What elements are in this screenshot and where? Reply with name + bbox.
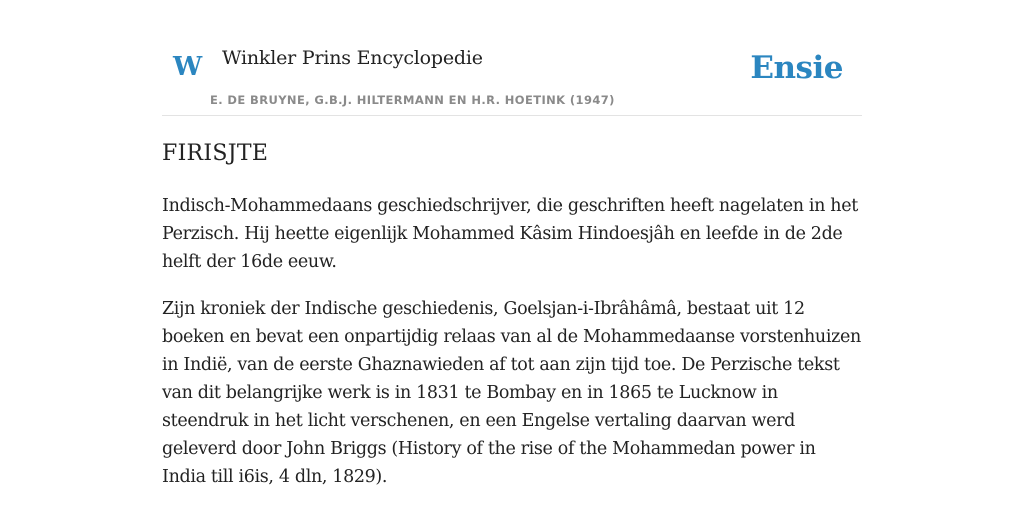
entry-title: FIRISJTE	[162, 141, 269, 166]
entry-paragraph: Zijn kroniek der Indische geschiedenis, Goelsjan-i-Ibrâhâmâ, bestaat uit 12 boeken en bevat een onpartijdig relaas van al de Mohammedaanse vorstenhuizen in Indië, van de eerste Ghaznawieden af tot aan zijn tijd toe. De Perzische tekst van dit belangrijke werk is in 1831 te Bombay en in 1865 te Lucknow in steendruk in het licht verschenen, en een Engelse vertaling daarvan werd geleverd door John Briggs (History of the rise of the Mohammedan power in India till i6is, 4 dln, 1829).	[162, 299, 861, 487]
ensie-logo[interactable]: Ensie	[750, 50, 843, 86]
entry-content	[162, 192, 862, 510]
source-title[interactable]: Winkler Prins Encyclopedie	[222, 47, 483, 69]
source-authors: E. DE BRUYNE, G.B.J. HILTERMANN EN H.R. HOETINK (1947)	[210, 93, 615, 107]
source-header	[162, 40, 862, 116]
entry-paragraph: Indisch-Mohammedaans geschiedschrijver, die geschriften heeft nagelaten in het Perzisch. Hij heette eigenlijk Mohammed Kâsim Hindoesjâh en leefde in de 2de helft der 16de eeuw.	[162, 196, 858, 272]
winkler-prins-logo-icon[interactable]: W	[173, 52, 203, 82]
